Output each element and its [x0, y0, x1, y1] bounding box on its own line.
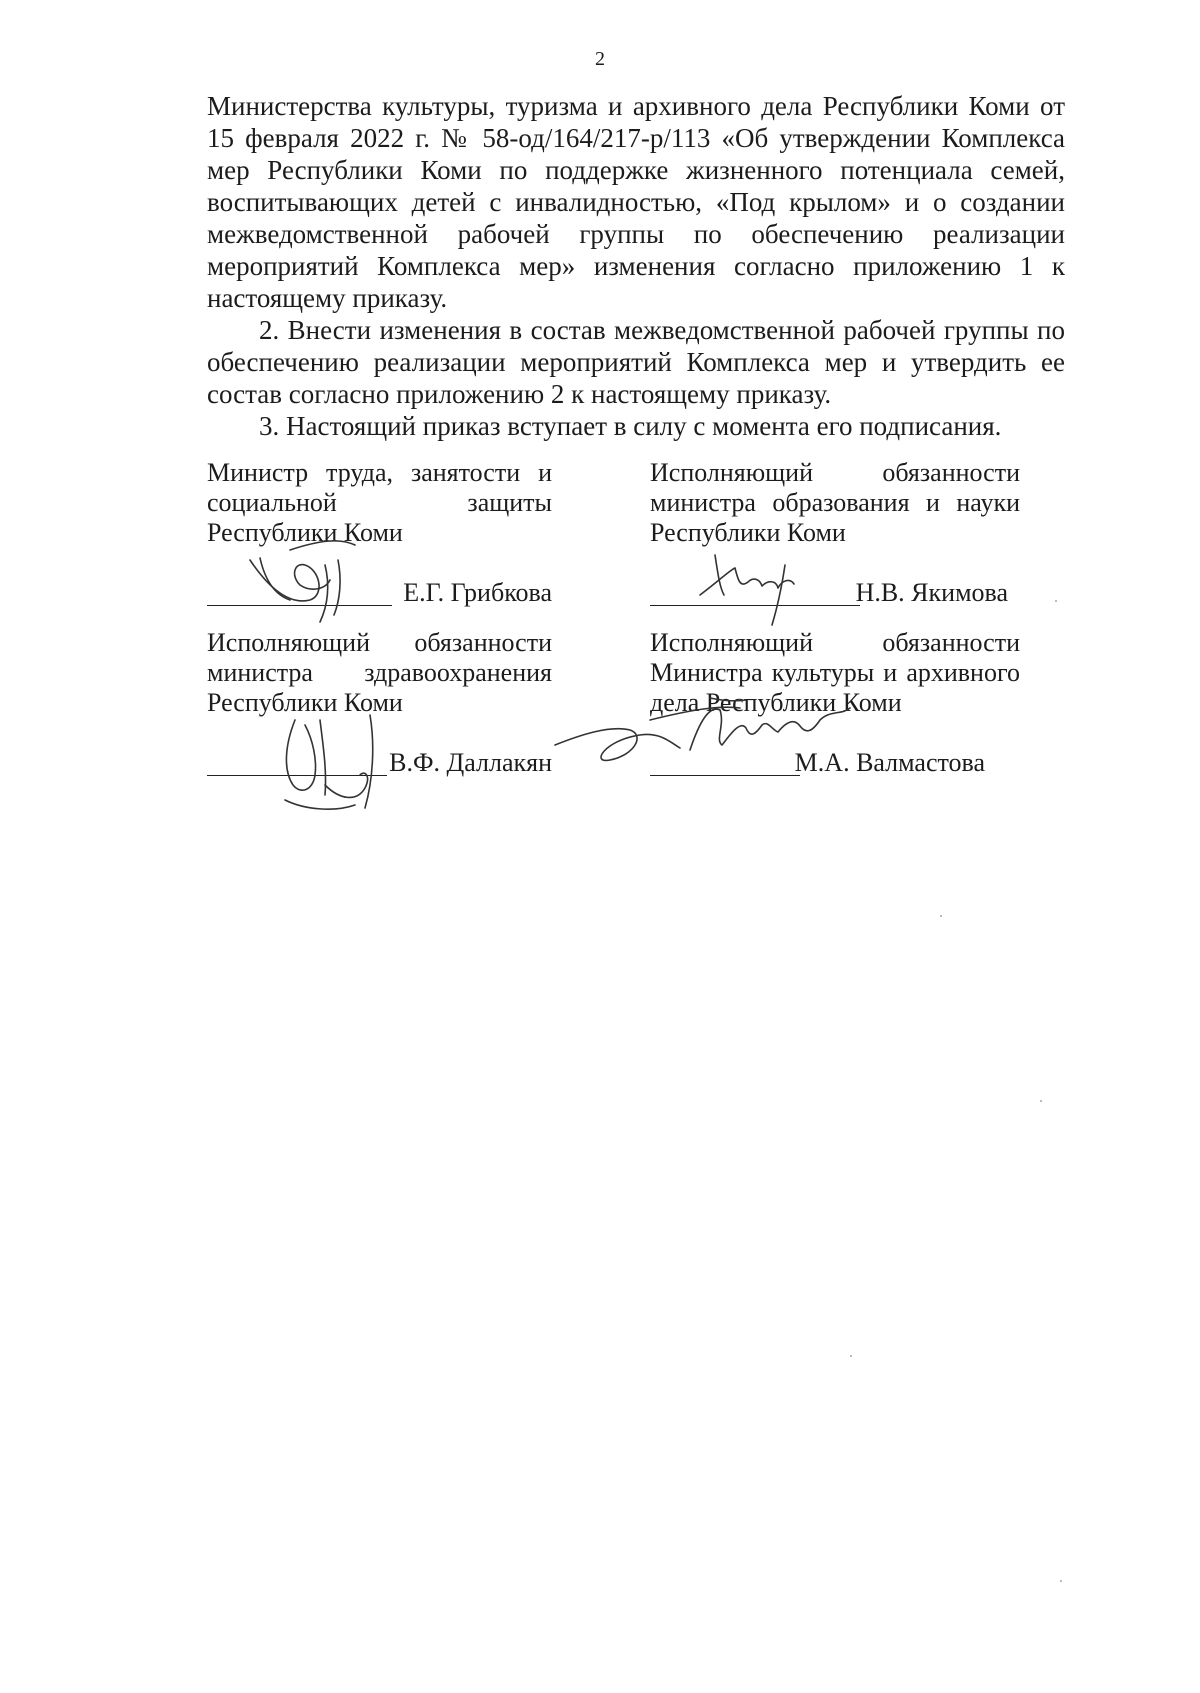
signature-rule	[207, 775, 387, 776]
signature-line	[650, 570, 1020, 614]
signature-line	[207, 570, 552, 614]
signature-line	[650, 740, 1020, 784]
signatory-title: Министр труда, занятости и социальной защиты Республики Коми	[207, 458, 552, 547]
signature-line	[207, 740, 552, 784]
signatory-title: Исполняющий обязанности министра здравоохранения Республики Коми	[207, 628, 552, 717]
signature-rule	[650, 775, 800, 776]
document-body	[207, 90, 1065, 442]
signature-block-labor-minister	[207, 458, 552, 614]
signature-block-culture-minister	[650, 628, 1020, 784]
paragraph-1: Министерства культуры, туризма и архивного дела Республики Коми от 15 февраля 2022 г. № 58-од/164/217-р/113 «Об утверждении Комплекса мер Республики Коми по поддержке жизненного потенциала семей, воспитывающих детей с инвалидностью, «Под крылом» и о создании межведомственной рабочей группы по обеспечению реализации мероприятий Комплекса мер» изменения согласно приложению 1 к настоящему приказу.	[207, 91, 1065, 313]
scan-speck	[940, 915, 942, 917]
signature-block-health-minister	[207, 628, 552, 784]
scan-speck	[1040, 1100, 1042, 1102]
paragraph-2: 2. Внести изменения в состав межведомственной рабочей группы по обеспечению реализации мероприятий Комплекса мер и утвердить ее состав согласно приложению 2 к настоящему приказу.	[207, 315, 1065, 409]
signatory-name: Е.Г. Грибкова	[403, 578, 552, 607]
page-number: 2	[595, 48, 605, 70]
signatory-name: В.Ф. Даллакян	[389, 748, 552, 777]
scan-speck	[850, 1355, 852, 1357]
paragraph-3: 3. Настоящий приказ вступает в силу с момента его подписания.	[259, 411, 1002, 441]
signatory-name: М.А. Валмастова	[794, 748, 985, 777]
signature-block-education-minister	[650, 458, 1020, 614]
signatory-name: Н.В. Якимова	[855, 578, 1008, 607]
scan-speck	[1055, 600, 1057, 602]
signatory-title: Исполняющий обязанности Министра культуры и архивного дела Республики Коми	[650, 628, 1020, 717]
signatory-title: Исполняющий обязанности министра образования и науки Республики Коми	[650, 458, 1020, 547]
scan-speck	[1060, 1580, 1062, 1582]
signature-rule	[650, 605, 860, 606]
signature-rule	[207, 605, 392, 606]
